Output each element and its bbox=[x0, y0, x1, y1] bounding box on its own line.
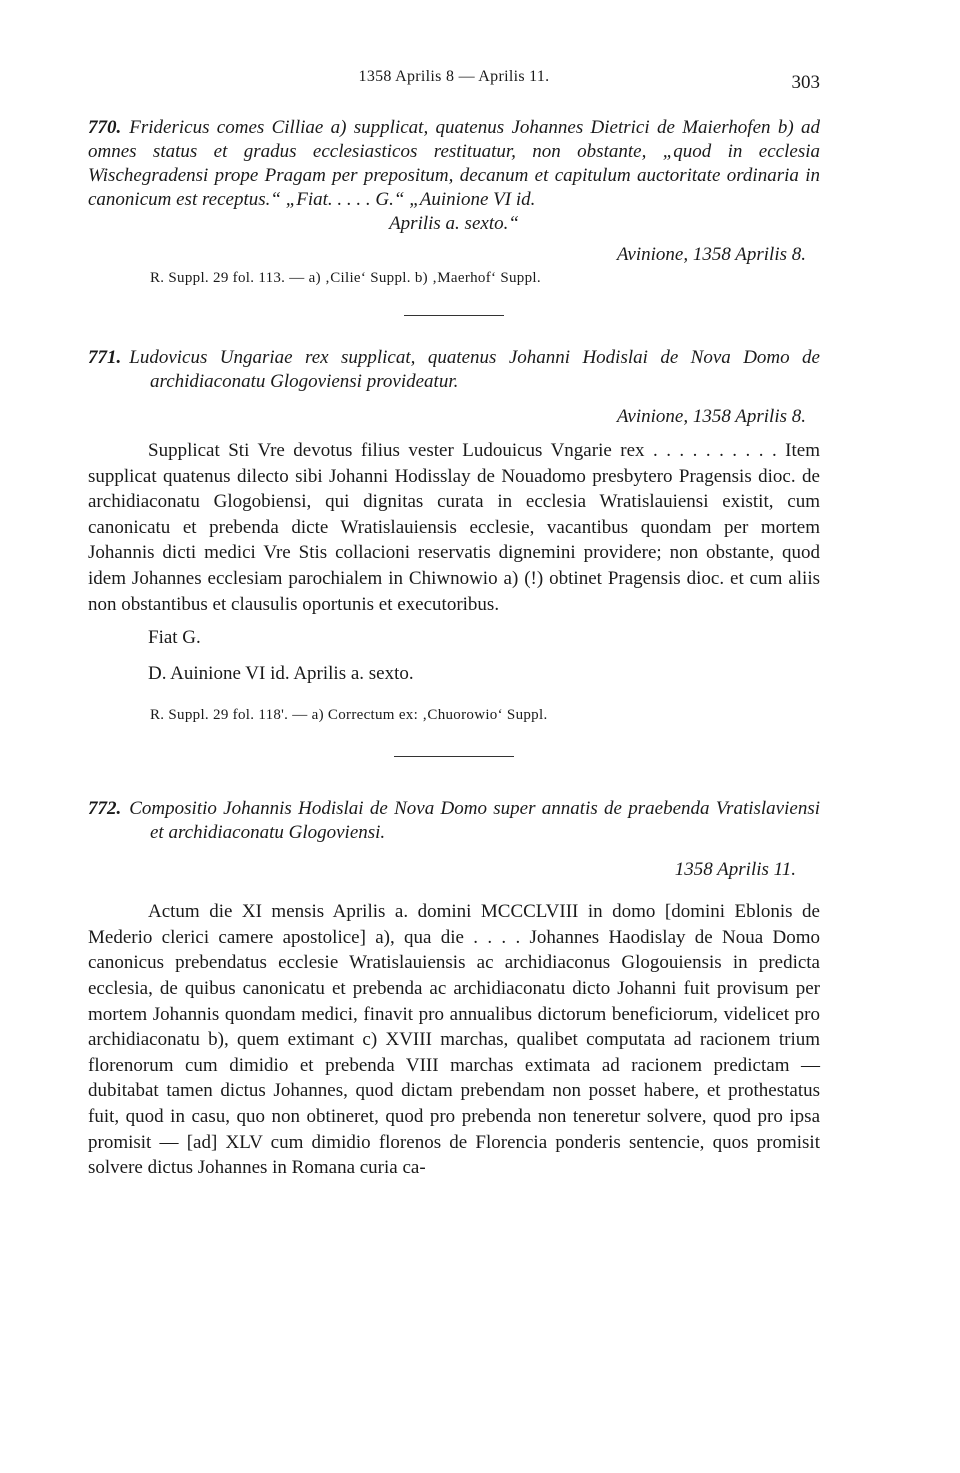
entry-770 bbox=[88, 116, 820, 287]
section-divider bbox=[404, 315, 504, 316]
dated-line: D. Auinione VI id. Aprilis a. sexto. bbox=[148, 663, 414, 685]
entry-number: 771. bbox=[88, 347, 122, 368]
fiat-line: Fiat G. bbox=[148, 627, 201, 649]
entry-number: 772. bbox=[88, 798, 122, 820]
entry-771-source: R. Suppl. 29 fol. 118'. — a) Correctum ex: ‚Chuorowio‘ Suppl. bbox=[150, 707, 548, 724]
running-title: 1358 Aprilis 8 — Aprilis 11. bbox=[358, 68, 550, 85]
entry-summary: Fridericus comes Cilliae a) supplicat, quatenus Johannes Dietrici de Maierhofen b) ad omnes status et gradus ecclesiasticos restituatur, non obstante, „quod in ecclesia Wischegradensi prope Pragam per prepositum, decanum et capitulum auctoritate ordinaria in canonicum est receptus.“ „Fiat. . . . . G.“ „Auinione VI id. bbox=[88, 117, 820, 210]
running-head bbox=[88, 58, 820, 93]
entry-summary-end: Aprilis a. sexto.“ bbox=[389, 213, 519, 234]
entry-number: 770. bbox=[88, 117, 122, 138]
entry-772-head bbox=[88, 797, 820, 845]
supplication-text: Supplicat Sti Vre devotus filius vester Ludouicus Vngarie rex . . . . . . . . . . Item supplicat quatenus dilecto sibi Johanni Hodisslay de Nouadomo presbytero Pragensis dioc. de archidiaconatu Glogobiensi, qui dignitas curata in ecclesia Wratislauiensi existit, cum canonicatu et prebenda dicte Wratislauiensis ecclesie, vacantibus quondam per mortem Johannis dicti medici Vre Stis collacioni reservatis dignemini providere; non obstante, quod idem Johannes ecclesiam parochialem in Chiwnowio a) (!) obtinet Pragensis dioc. et cum aliis non obstantibus et clausulis oportunis et executoribus. bbox=[88, 440, 820, 615]
entry-summary: Compositio Johannis Hodislai de Nova Domo super annatis de praebenda Vratislaviensi et archidiaconatu Glogoviensi. bbox=[129, 798, 820, 844]
entry-771-text bbox=[88, 438, 820, 617]
entry-770-source: R. Suppl. 29 fol. 113. — a) ‚Cilie‘ Suppl. b) ‚Maerhof‘ Suppl. bbox=[150, 270, 541, 286]
entry-summary: Ludovicus Ungariae rex supplicat, quatenus Johanni Hodislai de Nova Domo de archidiaconatu Glogoviensi provideatur. bbox=[129, 347, 820, 392]
entry-770-date: Avinione, 1358 Aprilis 8. bbox=[616, 244, 806, 265]
entry-771-date: Avinione, 1358 Aprilis 8. bbox=[616, 406, 806, 427]
entry-770-head bbox=[88, 116, 820, 236]
entry-772 bbox=[88, 797, 820, 1181]
page bbox=[88, 58, 820, 1181]
entry-772-date: 1358 Aprilis 11. bbox=[674, 859, 796, 881]
entry-771-head bbox=[88, 346, 820, 394]
entry-771 bbox=[88, 346, 820, 724]
entry-772-text bbox=[88, 899, 820, 1181]
composition-text: Actum die XI mensis Aprilis a. domini MCCCLVIII in domo [domini Eblonis de Mederio clerici camere apostolice] a), qua die . . . . Johannes Haodislay de Noua Domo canonicus prebendatus ecclesie Wratislauiensis ac archidiaconus Glogouiensis in predicta ecclesia, de quibus canonicatu et prebenda ac archidiaconatu dicto Johanni fuit provisum per mortem Johannis quondam medici, finavit pro annualibus dictorum beneficiorum, videlicet pro archidiaconatu b), quem extimant c) XVIII marchas, qualibet computata ad racionem trium florenorum cum dimidio et prebenda VIII marchas extimata ad racionem predictam — dubitabat tamen dictus Johannes, quod dictam prebendam non posset habere, et prothestatus fuit, quod in casu, quo non obtineret, quod pro prebenda non teneretur solvere, quod pro ipsa promisit — [ad] XLV cum dimidio florenos de Florencia ponderis sentencie, quos promisit solvere dictus Johannes in Romana curia ca- bbox=[88, 901, 820, 1179]
page-number: 303 bbox=[791, 72, 820, 93]
section-divider bbox=[394, 756, 514, 757]
